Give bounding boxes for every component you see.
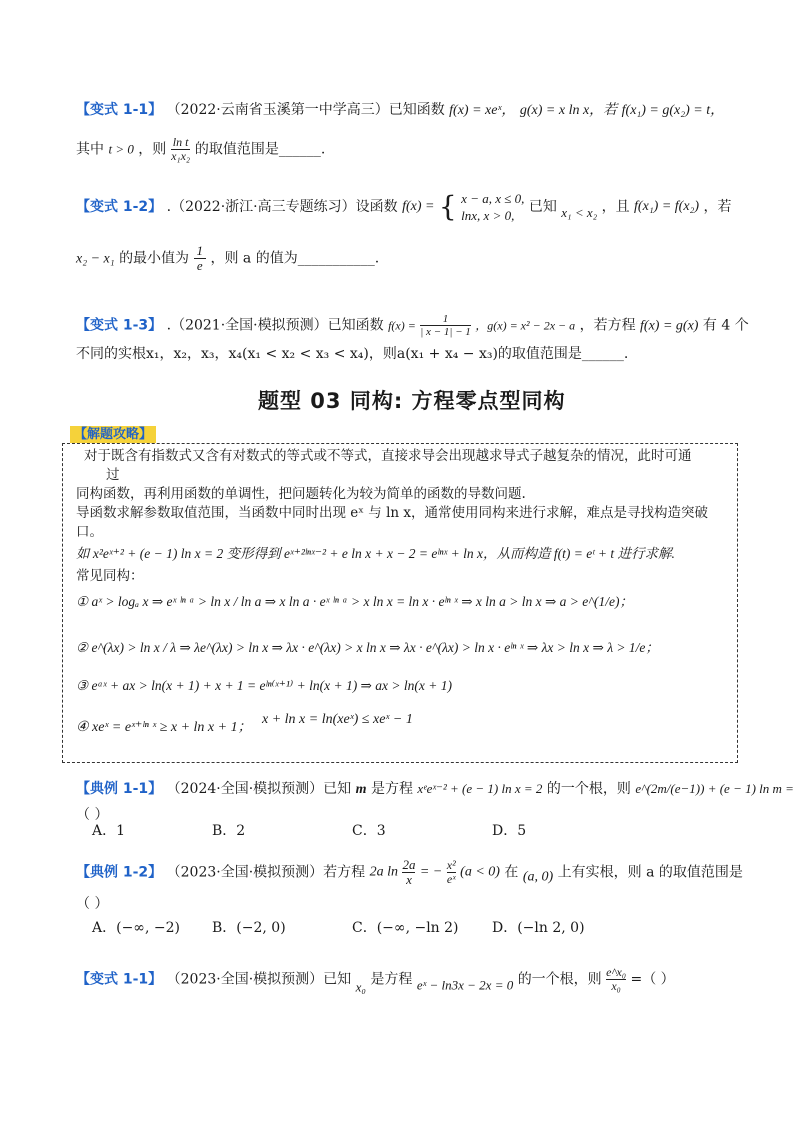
answer-paren: （ ） (76, 896, 109, 912)
text: =（ ） (630, 971, 675, 988)
source: （2023·全国·模拟预测）已知 (166, 971, 352, 988)
case-1: x − a, x ≤ 0, (461, 191, 525, 206)
paragraph: 同构函数，再利用函数的单调性，把问题转化为较为简单的函数的导数问题. (76, 486, 526, 502)
text: 其中 (76, 141, 104, 158)
condition-t: t > 0 (108, 141, 134, 157)
choice-c[interactable]: C．3 (352, 823, 386, 839)
text: 是方程 (370, 971, 413, 988)
formula-3: ③ eᵃˣ + ax > ln(x + 1) + x + 1 = eˡⁿ⁽ˣ⁺¹⁾ + ln(x + 1) ⇒ ax > ln(x + 1) (76, 678, 452, 693)
formula-f: f(x) = (388, 318, 416, 333)
fraction (171, 136, 191, 163)
variant-1-1-b (76, 966, 675, 998)
fraction (194, 244, 207, 273)
example-tag: 【典例 1-1】 (76, 781, 163, 797)
frac-num: e^x₀ (606, 965, 627, 979)
interval: (a, 0) (522, 869, 554, 885)
text: 的一个根，则 (546, 781, 631, 797)
text: 在 (504, 864, 519, 881)
equation: xᵉeˣ⁻² + (e − 1) ln x = 2 (417, 781, 543, 796)
condition: f(x₁) = g(x₂) = t， (621, 103, 725, 118)
frac-num: 1 (194, 244, 207, 259)
formula-g: ，g(x) = x² − 2x − a (475, 318, 576, 333)
variant-1-1 (76, 100, 724, 121)
text: 已知 (528, 199, 557, 215)
text: ，若方程 (579, 317, 636, 334)
fraction (420, 313, 471, 338)
source: .（2021·全国·模拟预测）已知函数 (166, 317, 384, 334)
variant-1-2-line2 (76, 244, 379, 273)
example-transform: 如 x²eˣ⁺² + (e − 1) ln x = 2 变形得到 eˣ⁺²ˡⁿˣ⁻² + e ln x + x − 2 = eˡⁿˣ + ln x，从而构造 f(t) = eᵗ + t 进行求解. (76, 546, 675, 561)
frac-den: eˣ (446, 872, 456, 886)
text: 不同的实根x₁，x₂，x₃，x₄(x₁ < x₂ < x₃ < x₄)，则a(x₁ + x₄ − x₃)的取值范围是______. (76, 346, 629, 362)
variant-tag: 【变式 1-2】 (76, 199, 163, 215)
source: （2023·全国·模拟预测）若方程 (166, 864, 366, 881)
formula-f: f(x) = (402, 199, 435, 214)
eq-mid: = − (419, 864, 443, 880)
source: （2022·云南省玉溪第一中学高三）已知函数 (166, 102, 445, 118)
formula-f: f(x) = xeˣ， (449, 103, 516, 118)
variant-tag: 【变式 1-1】 (76, 971, 163, 988)
piecewise-cases (461, 190, 524, 224)
choice-d[interactable]: D．(−ln 2, 0) (492, 920, 585, 936)
formula-g: g(x) = x ln x，若 (519, 103, 618, 118)
variant-1-3-line2 (76, 344, 628, 364)
frac-num: 1 (420, 313, 471, 326)
frac-num: ln t (172, 135, 189, 149)
variant-tag: 【变式 1-3】 (76, 317, 163, 334)
difference: x₂ − x₁ (76, 251, 115, 267)
paragraph: 导函数求解参数取值范围，当函数中同时出现 eˣ 与 ln x，通常使用同构来进行求解，难点是寻找构造突破 (76, 505, 709, 521)
paragraph-cont: 口。 (76, 524, 103, 540)
fraction (447, 859, 456, 886)
formula-4b: x + ln x = ln(xeˣ) ≤ xeˣ − 1 (262, 712, 413, 727)
case-2: lnx, x > 0, (461, 208, 515, 223)
example-1-2 (76, 858, 743, 888)
variant-1-2 (76, 190, 732, 224)
text: ，则 a 的值为___________. (210, 250, 380, 267)
formula-2: ② e^(λx) > ln x / λ ⇒ λe^(λx) > ln x ⇒ λx · e^(λx) > x ln x ⇒ λx · e^(λx) > ln x · eˡⁿ ˣ ⇒ λx > ln x ⇒ λ > 1/e； (76, 640, 659, 655)
choice-d[interactable]: D．5 (492, 823, 527, 839)
strategy-text (76, 447, 708, 542)
choice-a[interactable]: A．(−∞, −2) (92, 920, 180, 936)
variant-1-1-line2 (76, 136, 325, 163)
equation: eˣ − ln3x − 2x = 0 (416, 977, 514, 993)
choice-a[interactable]: A．1 (92, 823, 126, 839)
choice-b[interactable]: B．2 (212, 823, 246, 839)
choice-c[interactable]: C．(−∞, −ln 2) (352, 920, 459, 936)
variant-1-3 (76, 313, 749, 338)
paragraph: 对于既含有指数式又含有对数式的等式或不等式，直接求导会出现越求导式子越复杂的情况，此时可通 (84, 448, 692, 464)
frac-num: 2a (402, 857, 416, 872)
var-x0: x₀ (355, 979, 366, 995)
frac-den: x₀ (611, 979, 621, 993)
piecewise: { (438, 190, 457, 223)
variant-tag: 【变式 1-1】 (76, 102, 163, 118)
frac-den: e (196, 258, 203, 273)
text: 是方程 (370, 781, 413, 797)
text: 上有实根，则 a 的取值范围是 (557, 864, 743, 881)
equation: f(x) = g(x) (640, 318, 699, 334)
example-1-1 (76, 779, 794, 800)
text: ，则 (138, 141, 167, 158)
text: ，若 (703, 199, 732, 215)
text: 有 4 个 (702, 317, 749, 334)
var-m: m (355, 782, 367, 797)
fraction (606, 966, 626, 993)
expression: e^(2m/(e−1)) + (e − 1) ln m = (635, 781, 794, 796)
eq-lhs: 2a ln (369, 864, 398, 880)
equation: f(x₁) = f(x₂) (634, 199, 700, 214)
paragraph-cont: 过 (106, 467, 120, 483)
formula-1: ① aˣ > logₐ x ⇒ eˣ ˡⁿ ᵃ > ln x / ln a ⇒ x ln a · eˣ ˡⁿ ᵃ > x ln x = ln x · eˡⁿ ˣ ⇒ x ln a > ln x ⇒ a > e^(1/e)； (76, 594, 633, 609)
source: （2024·全国·模拟预测）已知 (166, 781, 352, 797)
text: 的取值范围是______. (194, 141, 326, 158)
common-isomorphism-label: 常见同构： (76, 568, 144, 584)
frac-den: x₁x₂ (171, 149, 191, 163)
text: ，且 (601, 199, 630, 215)
choice-b[interactable]: B．(−2, 0) (212, 920, 286, 936)
text: 的最小值为 (119, 250, 190, 267)
frac-den: x (406, 872, 412, 887)
inequality: x₁ < x₂ (561, 205, 598, 220)
frac-num: x² (446, 858, 456, 872)
fraction (402, 858, 415, 887)
strategy-tag: 【解题攻略】 (70, 426, 156, 443)
answer-paren: （ ） (76, 807, 109, 823)
source: .（2022·浙江·高三专题练习）设函数 (166, 199, 398, 215)
example-tag: 【典例 1-2】 (76, 864, 163, 881)
frac-den: | x − 1| − 1 (420, 326, 471, 338)
formula-4a: ④ xeˣ = eˣ⁺ˡⁿ ˣ ≥ x + ln x + 1； (76, 720, 252, 735)
strategy-label (70, 423, 156, 442)
condition: (a < 0) (460, 864, 500, 880)
section-title: 题型 03 同构: 方程零点型同构 (258, 389, 566, 413)
text: 的一个根，则 (517, 971, 602, 988)
